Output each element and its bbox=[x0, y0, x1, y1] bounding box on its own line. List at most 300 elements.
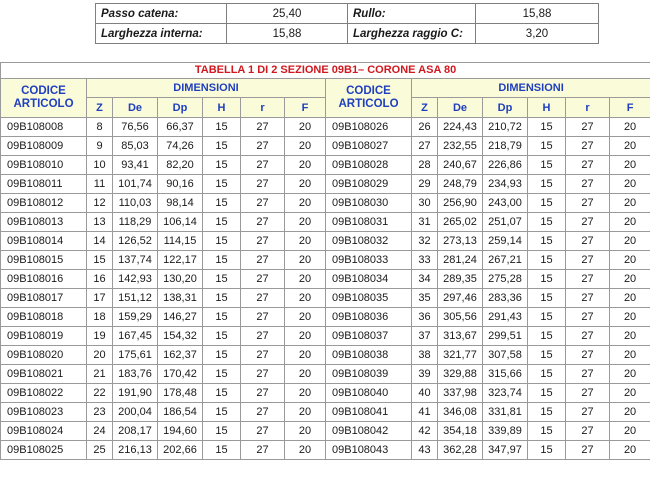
cell-f: 20 bbox=[610, 308, 650, 327]
cell-h: 15 bbox=[528, 270, 566, 289]
cell-z: 26 bbox=[412, 118, 438, 137]
cell-f: 20 bbox=[285, 137, 326, 156]
cell-z: 29 bbox=[412, 175, 438, 194]
cell-dp: 275,28 bbox=[483, 270, 528, 289]
article-code: 09B108019 bbox=[1, 327, 87, 346]
table-row bbox=[1, 251, 650, 270]
cell-dp: 259,14 bbox=[483, 232, 528, 251]
cell-dp: 299,51 bbox=[483, 327, 528, 346]
cell-r: 27 bbox=[566, 232, 610, 251]
article-code: 09B108027 bbox=[326, 137, 412, 156]
larghezza-interna-label: Larghezza interna: bbox=[96, 24, 227, 44]
cell-r: 27 bbox=[241, 327, 285, 346]
cell-de: 110,03 bbox=[113, 194, 158, 213]
article-code: 09B108038 bbox=[326, 346, 412, 365]
table-row bbox=[1, 365, 650, 384]
cell-de: 256,90 bbox=[438, 194, 483, 213]
article-code: 09B108021 bbox=[1, 365, 87, 384]
table-row bbox=[1, 327, 650, 346]
cell-f: 20 bbox=[285, 441, 326, 460]
cell-dp: 315,66 bbox=[483, 365, 528, 384]
cell-dp: 307,58 bbox=[483, 346, 528, 365]
table-row bbox=[1, 232, 650, 251]
article-code: 09B108018 bbox=[1, 308, 87, 327]
table-row bbox=[1, 156, 650, 175]
column-header-h: H bbox=[528, 98, 566, 118]
column-header-r: r bbox=[566, 98, 610, 118]
article-code: 09B108013 bbox=[1, 213, 87, 232]
cell-de: 76,56 bbox=[113, 118, 158, 137]
cell-h: 15 bbox=[528, 289, 566, 308]
cell-r: 27 bbox=[241, 118, 285, 137]
cell-z: 33 bbox=[412, 251, 438, 270]
cell-z: 17 bbox=[87, 289, 113, 308]
cell-z: 21 bbox=[87, 365, 113, 384]
cell-r: 27 bbox=[241, 194, 285, 213]
cell-f: 20 bbox=[285, 175, 326, 194]
cell-f: 20 bbox=[285, 270, 326, 289]
cell-de: 85,03 bbox=[113, 137, 158, 156]
cell-f: 20 bbox=[610, 251, 650, 270]
cell-z: 8 bbox=[87, 118, 113, 137]
article-code: 09B108037 bbox=[326, 327, 412, 346]
code-header-line2: ARTICOLO bbox=[13, 98, 74, 110]
cell-r: 27 bbox=[241, 175, 285, 194]
cell-dp: 90,16 bbox=[158, 175, 203, 194]
cell-r: 27 bbox=[241, 441, 285, 460]
cell-de: 346,08 bbox=[438, 403, 483, 422]
cell-f: 20 bbox=[610, 175, 650, 194]
cell-de: 159,29 bbox=[113, 308, 158, 327]
article-code: 09B108034 bbox=[326, 270, 412, 289]
cell-f: 20 bbox=[610, 213, 650, 232]
cell-h: 15 bbox=[528, 194, 566, 213]
cell-dp: 331,81 bbox=[483, 403, 528, 422]
cell-f: 20 bbox=[610, 384, 650, 403]
cell-dp: 186,54 bbox=[158, 403, 203, 422]
cell-z: 40 bbox=[412, 384, 438, 403]
cell-z: 28 bbox=[412, 156, 438, 175]
table-row bbox=[1, 175, 650, 194]
cell-de: 224,43 bbox=[438, 118, 483, 137]
table-row bbox=[1, 346, 650, 365]
article-code: 09B108030 bbox=[326, 194, 412, 213]
cell-h: 15 bbox=[528, 384, 566, 403]
cell-h: 15 bbox=[203, 422, 241, 441]
article-code: 09B108022 bbox=[1, 384, 87, 403]
article-code: 09B108017 bbox=[1, 289, 87, 308]
cell-f: 20 bbox=[285, 346, 326, 365]
article-code: 09B108040 bbox=[326, 384, 412, 403]
column-header-de: De bbox=[438, 98, 483, 118]
cell-dp: 194,60 bbox=[158, 422, 203, 441]
cell-dp: 122,17 bbox=[158, 251, 203, 270]
table-row bbox=[1, 213, 650, 232]
cell-r: 27 bbox=[241, 365, 285, 384]
cell-de: 216,13 bbox=[113, 441, 158, 460]
article-code: 09B108008 bbox=[1, 118, 87, 137]
cell-z: 13 bbox=[87, 213, 113, 232]
cell-h: 15 bbox=[203, 232, 241, 251]
cell-dp: 234,93 bbox=[483, 175, 528, 194]
cell-z: 24 bbox=[87, 422, 113, 441]
cell-de: 289,35 bbox=[438, 270, 483, 289]
cell-dp: 226,86 bbox=[483, 156, 528, 175]
article-code: 09B108036 bbox=[326, 308, 412, 327]
cell-f: 20 bbox=[285, 289, 326, 308]
cell-z: 34 bbox=[412, 270, 438, 289]
cell-r: 27 bbox=[241, 308, 285, 327]
cell-h: 15 bbox=[203, 251, 241, 270]
article-code: 09B108011 bbox=[1, 175, 87, 194]
cell-r: 27 bbox=[566, 365, 610, 384]
cell-dp: 170,42 bbox=[158, 365, 203, 384]
cell-f: 20 bbox=[285, 194, 326, 213]
cell-de: 175,61 bbox=[113, 346, 158, 365]
cell-f: 20 bbox=[610, 156, 650, 175]
cell-dp: 347,97 bbox=[483, 441, 528, 460]
article-code: 09B108020 bbox=[1, 346, 87, 365]
column-header-row bbox=[1, 98, 650, 118]
larghezza-raggio-label: Larghezza raggio C: bbox=[348, 24, 476, 44]
cell-h: 15 bbox=[203, 441, 241, 460]
article-code: 09B108012 bbox=[1, 194, 87, 213]
cell-f: 20 bbox=[285, 422, 326, 441]
code-header-left bbox=[1, 79, 87, 118]
dimensions-header-right: DIMENSIONI bbox=[412, 79, 650, 98]
cell-h: 15 bbox=[528, 118, 566, 137]
article-code: 09B108028 bbox=[326, 156, 412, 175]
cell-r: 27 bbox=[566, 441, 610, 460]
cell-r: 27 bbox=[241, 137, 285, 156]
article-code: 09B108014 bbox=[1, 232, 87, 251]
cell-h: 15 bbox=[528, 441, 566, 460]
cell-r: 27 bbox=[566, 194, 610, 213]
cell-de: 329,88 bbox=[438, 365, 483, 384]
cell-de: 151,12 bbox=[113, 289, 158, 308]
cell-h: 15 bbox=[528, 346, 566, 365]
cell-dp: 66,37 bbox=[158, 118, 203, 137]
cell-f: 20 bbox=[610, 365, 650, 384]
column-header-z: Z bbox=[412, 98, 438, 118]
cell-r: 27 bbox=[566, 327, 610, 346]
cell-f: 20 bbox=[610, 441, 650, 460]
cell-h: 15 bbox=[203, 365, 241, 384]
cell-r: 27 bbox=[566, 422, 610, 441]
cell-f: 20 bbox=[285, 232, 326, 251]
cell-dp: 138,31 bbox=[158, 289, 203, 308]
cell-h: 15 bbox=[528, 232, 566, 251]
cell-de: 273,13 bbox=[438, 232, 483, 251]
cell-h: 15 bbox=[528, 403, 566, 422]
cell-h: 15 bbox=[528, 251, 566, 270]
cell-dp: 82,20 bbox=[158, 156, 203, 175]
article-code: 09B108010 bbox=[1, 156, 87, 175]
column-header-f: F bbox=[610, 98, 650, 118]
cell-h: 15 bbox=[203, 137, 241, 156]
cell-z: 41 bbox=[412, 403, 438, 422]
cell-r: 27 bbox=[241, 156, 285, 175]
code-header-line1: CODICE bbox=[346, 85, 391, 97]
table-row bbox=[1, 384, 650, 403]
cell-f: 20 bbox=[285, 327, 326, 346]
cell-r: 27 bbox=[566, 251, 610, 270]
column-header-dp: Dp bbox=[158, 98, 203, 118]
cell-dp: 251,07 bbox=[483, 213, 528, 232]
table-row bbox=[1, 308, 650, 327]
cell-r: 27 bbox=[566, 289, 610, 308]
column-header-dp: Dp bbox=[483, 98, 528, 118]
cell-f: 20 bbox=[610, 232, 650, 251]
column-header-f: F bbox=[285, 98, 326, 118]
cell-de: 183,76 bbox=[113, 365, 158, 384]
article-code: 09B108016 bbox=[1, 270, 87, 289]
table-title-row bbox=[1, 63, 650, 79]
cell-r: 27 bbox=[241, 384, 285, 403]
article-code: 09B108031 bbox=[326, 213, 412, 232]
cell-f: 20 bbox=[285, 308, 326, 327]
cell-f: 20 bbox=[610, 346, 650, 365]
cell-dp: 74,26 bbox=[158, 137, 203, 156]
cell-f: 20 bbox=[285, 403, 326, 422]
article-code: 09B108015 bbox=[1, 251, 87, 270]
cell-dp: 210,72 bbox=[483, 118, 528, 137]
cell-z: 27 bbox=[412, 137, 438, 156]
table-row bbox=[1, 118, 650, 137]
cell-dp: 154,32 bbox=[158, 327, 203, 346]
chain-spec-table bbox=[95, 3, 599, 44]
cell-h: 15 bbox=[203, 308, 241, 327]
article-code: 09B108032 bbox=[326, 232, 412, 251]
cell-r: 27 bbox=[241, 270, 285, 289]
cell-de: 232,55 bbox=[438, 137, 483, 156]
cell-de: 101,74 bbox=[113, 175, 158, 194]
cell-h: 15 bbox=[528, 327, 566, 346]
cell-z: 18 bbox=[87, 308, 113, 327]
column-header-z: Z bbox=[87, 98, 113, 118]
cell-dp: 339,89 bbox=[483, 422, 528, 441]
cell-f: 20 bbox=[610, 270, 650, 289]
cell-h: 15 bbox=[203, 403, 241, 422]
cell-h: 15 bbox=[528, 365, 566, 384]
cell-r: 27 bbox=[566, 346, 610, 365]
cell-r: 27 bbox=[241, 232, 285, 251]
cell-f: 20 bbox=[285, 156, 326, 175]
cell-z: 43 bbox=[412, 441, 438, 460]
cell-z: 11 bbox=[87, 175, 113, 194]
cell-r: 27 bbox=[566, 156, 610, 175]
article-code: 09B108039 bbox=[326, 365, 412, 384]
header-row bbox=[1, 79, 650, 98]
cell-z: 22 bbox=[87, 384, 113, 403]
cell-z: 14 bbox=[87, 232, 113, 251]
cell-de: 337,98 bbox=[438, 384, 483, 403]
cell-f: 20 bbox=[610, 422, 650, 441]
cell-dp: 114,15 bbox=[158, 232, 203, 251]
cell-z: 31 bbox=[412, 213, 438, 232]
cell-z: 38 bbox=[412, 346, 438, 365]
larghezza-interna-value: 15,88 bbox=[227, 24, 348, 44]
dimensions-header-left: DIMENSIONI bbox=[87, 79, 326, 98]
cell-dp: 218,79 bbox=[483, 137, 528, 156]
article-code: 09B108042 bbox=[326, 422, 412, 441]
cell-h: 15 bbox=[203, 194, 241, 213]
cell-dp: 98,14 bbox=[158, 194, 203, 213]
cell-z: 37 bbox=[412, 327, 438, 346]
cell-de: 142,93 bbox=[113, 270, 158, 289]
table-title: TABELLA 1 DI 2 SEZIONE 09B1– CORONE ASA 80 bbox=[1, 63, 650, 79]
cell-dp: 323,74 bbox=[483, 384, 528, 403]
table-row bbox=[1, 422, 650, 441]
rullo-label: Rullo: bbox=[348, 4, 476, 24]
cell-h: 15 bbox=[203, 118, 241, 137]
cell-r: 27 bbox=[241, 403, 285, 422]
cell-dp: 178,48 bbox=[158, 384, 203, 403]
cell-h: 15 bbox=[203, 175, 241, 194]
cell-dp: 202,66 bbox=[158, 441, 203, 460]
code-header-right bbox=[326, 79, 412, 118]
cell-z: 30 bbox=[412, 194, 438, 213]
cell-r: 27 bbox=[241, 213, 285, 232]
article-code: 09B108029 bbox=[326, 175, 412, 194]
cell-f: 20 bbox=[610, 403, 650, 422]
passo-catena-label: Passo catena: bbox=[96, 4, 227, 24]
cell-r: 27 bbox=[566, 175, 610, 194]
code-header-line1: CODICE bbox=[21, 85, 66, 97]
cell-h: 15 bbox=[203, 327, 241, 346]
cell-r: 27 bbox=[566, 137, 610, 156]
cell-h: 15 bbox=[203, 156, 241, 175]
table-row bbox=[1, 194, 650, 213]
cell-de: 93,41 bbox=[113, 156, 158, 175]
article-code: 09B108025 bbox=[1, 441, 87, 460]
cell-z: 39 bbox=[412, 365, 438, 384]
cell-z: 16 bbox=[87, 270, 113, 289]
cell-de: 354,18 bbox=[438, 422, 483, 441]
cell-de: 321,77 bbox=[438, 346, 483, 365]
cell-z: 15 bbox=[87, 251, 113, 270]
cell-z: 32 bbox=[412, 232, 438, 251]
cell-de: 248,79 bbox=[438, 175, 483, 194]
cell-z: 20 bbox=[87, 346, 113, 365]
spec-row bbox=[96, 4, 599, 24]
cell-h: 15 bbox=[528, 175, 566, 194]
cell-de: 118,29 bbox=[113, 213, 158, 232]
cell-z: 36 bbox=[412, 308, 438, 327]
cell-f: 20 bbox=[285, 384, 326, 403]
cell-f: 20 bbox=[285, 213, 326, 232]
cell-dp: 130,20 bbox=[158, 270, 203, 289]
cell-r: 27 bbox=[566, 118, 610, 137]
cell-z: 42 bbox=[412, 422, 438, 441]
larghezza-raggio-value: 3,20 bbox=[476, 24, 599, 44]
cell-r: 27 bbox=[566, 213, 610, 232]
cell-dp: 146,27 bbox=[158, 308, 203, 327]
cell-r: 27 bbox=[566, 384, 610, 403]
cell-f: 20 bbox=[285, 251, 326, 270]
article-code: 09B108024 bbox=[1, 422, 87, 441]
table-body bbox=[1, 118, 650, 460]
cell-dp: 162,37 bbox=[158, 346, 203, 365]
column-header-h: H bbox=[203, 98, 241, 118]
rullo-value: 15,88 bbox=[476, 4, 599, 24]
table-row bbox=[1, 441, 650, 460]
cell-f: 20 bbox=[285, 365, 326, 384]
cell-h: 15 bbox=[528, 156, 566, 175]
cell-r: 27 bbox=[566, 308, 610, 327]
article-code: 09B108026 bbox=[326, 118, 412, 137]
cell-de: 200,04 bbox=[113, 403, 158, 422]
cell-de: 191,90 bbox=[113, 384, 158, 403]
cell-dp: 267,21 bbox=[483, 251, 528, 270]
cell-de: 281,24 bbox=[438, 251, 483, 270]
cell-f: 20 bbox=[610, 327, 650, 346]
cell-z: 25 bbox=[87, 441, 113, 460]
column-header-r: r bbox=[241, 98, 285, 118]
table-row bbox=[1, 403, 650, 422]
cell-dp: 283,36 bbox=[483, 289, 528, 308]
cell-de: 240,67 bbox=[438, 156, 483, 175]
cell-r: 27 bbox=[241, 251, 285, 270]
cell-h: 15 bbox=[203, 270, 241, 289]
article-code: 09B108041 bbox=[326, 403, 412, 422]
cell-f: 20 bbox=[610, 137, 650, 156]
sprocket-table bbox=[0, 62, 650, 460]
cell-de: 208,17 bbox=[113, 422, 158, 441]
cell-f: 20 bbox=[285, 118, 326, 137]
cell-dp: 291,43 bbox=[483, 308, 528, 327]
article-code: 09B108043 bbox=[326, 441, 412, 460]
table-row bbox=[1, 137, 650, 156]
cell-z: 19 bbox=[87, 327, 113, 346]
cell-de: 297,46 bbox=[438, 289, 483, 308]
cell-de: 167,45 bbox=[113, 327, 158, 346]
passo-catena-value: 25,40 bbox=[227, 4, 348, 24]
cell-z: 35 bbox=[412, 289, 438, 308]
cell-f: 20 bbox=[610, 194, 650, 213]
article-code: 09B108023 bbox=[1, 403, 87, 422]
cell-dp: 106,14 bbox=[158, 213, 203, 232]
cell-h: 15 bbox=[528, 213, 566, 232]
cell-r: 27 bbox=[566, 270, 610, 289]
article-code: 09B108033 bbox=[326, 251, 412, 270]
cell-de: 126,52 bbox=[113, 232, 158, 251]
spec-row bbox=[96, 24, 599, 44]
cell-de: 313,67 bbox=[438, 327, 483, 346]
cell-f: 20 bbox=[610, 289, 650, 308]
table-row bbox=[1, 289, 650, 308]
cell-z: 10 bbox=[87, 156, 113, 175]
cell-r: 27 bbox=[241, 346, 285, 365]
table-row bbox=[1, 270, 650, 289]
column-header-de: De bbox=[113, 98, 158, 118]
cell-de: 265,02 bbox=[438, 213, 483, 232]
cell-h: 15 bbox=[528, 422, 566, 441]
cell-h: 15 bbox=[203, 346, 241, 365]
article-code: 09B108009 bbox=[1, 137, 87, 156]
cell-z: 9 bbox=[87, 137, 113, 156]
article-code: 09B108035 bbox=[326, 289, 412, 308]
cell-f: 20 bbox=[610, 118, 650, 137]
cell-r: 27 bbox=[241, 422, 285, 441]
cell-h: 15 bbox=[528, 137, 566, 156]
cell-z: 23 bbox=[87, 403, 113, 422]
cell-dp: 243,00 bbox=[483, 194, 528, 213]
cell-de: 362,28 bbox=[438, 441, 483, 460]
cell-z: 12 bbox=[87, 194, 113, 213]
cell-h: 15 bbox=[528, 308, 566, 327]
cell-de: 137,74 bbox=[113, 251, 158, 270]
